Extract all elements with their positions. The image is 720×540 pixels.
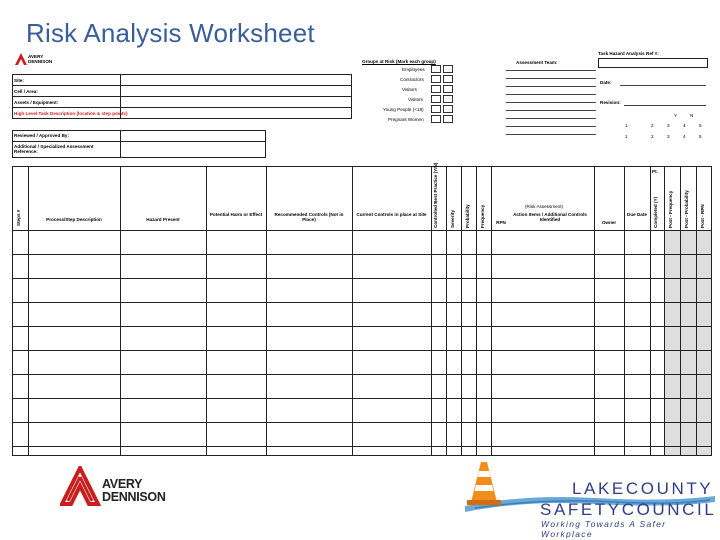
date-label: Date: bbox=[600, 80, 612, 85]
col-action: Action Items / Additional Controls Identified bbox=[513, 212, 587, 223]
lake-county-tagline: Working Towards A Safer Workplace bbox=[541, 519, 667, 539]
slide-title: Risk Analysis Worksheet bbox=[26, 18, 315, 48]
col-post-rpn: Post - RPN bbox=[700, 204, 705, 228]
rev-row2-3: 3 bbox=[667, 134, 670, 139]
col-frequency: Frequency bbox=[480, 204, 485, 228]
col-best-practice: Controlled Best Practice (Y/N) bbox=[433, 162, 438, 228]
col-current: Current Controls in place at Site bbox=[356, 212, 427, 217]
reviewed-field[interactable] bbox=[121, 131, 265, 140]
col-owner: Owner bbox=[601, 220, 617, 225]
lake-county-text: LAKECOUNTY bbox=[572, 479, 714, 498]
group-checkbox[interactable] bbox=[431, 85, 441, 93]
group-checkbox[interactable] bbox=[443, 65, 453, 73]
rev-row1-2: 2 bbox=[651, 123, 654, 128]
col-rpn: RPN bbox=[496, 220, 506, 225]
avery-line1: AVERY bbox=[102, 477, 143, 491]
group-visitors-1: Visitors bbox=[402, 87, 417, 92]
rev-row1-5: 5 bbox=[699, 123, 702, 128]
form-logo-line1: AVERY bbox=[28, 54, 44, 59]
col-severity: Severity bbox=[450, 210, 455, 228]
task-ref-field[interactable] bbox=[598, 58, 708, 68]
group-checkbox[interactable] bbox=[443, 115, 453, 123]
form-avery-logo-icon bbox=[14, 52, 28, 66]
col-probability: Probability bbox=[465, 204, 470, 228]
rev-mark-y: Y bbox=[674, 113, 678, 118]
form-logo-line2: DENNISON bbox=[28, 59, 53, 64]
rev-row1-1: 1 bbox=[625, 123, 628, 128]
group-checkbox[interactable] bbox=[431, 65, 441, 73]
rev-row1-4: 4 bbox=[683, 123, 686, 128]
col-completed: Completed (Y) bbox=[653, 196, 658, 228]
group-pregnant: Pregnant Women bbox=[388, 117, 424, 122]
safety-council-text: SAFETYCOUNCIL bbox=[540, 500, 717, 519]
rev-row2-2: 2 bbox=[651, 134, 654, 139]
high-level-task-label: High Level Task Description (location & step points) bbox=[14, 111, 128, 116]
group-employees: Employees bbox=[402, 67, 425, 72]
group-checkbox[interactable] bbox=[431, 75, 441, 83]
col-action-note: (Risk Assessment) bbox=[524, 204, 564, 209]
revision-label: Revision: bbox=[600, 100, 621, 105]
assets-label: Assets / Equipment: bbox=[14, 100, 59, 105]
group-checkbox[interactable] bbox=[443, 105, 453, 113]
rev-row2-5: 5 bbox=[699, 134, 702, 139]
col-process: Process/Step Description bbox=[46, 217, 102, 222]
rev-row2-1: 1 bbox=[625, 134, 628, 139]
site-label: Site: bbox=[14, 78, 24, 83]
cell-area-field[interactable] bbox=[121, 86, 351, 95]
avery-dennison-wordmark bbox=[102, 478, 166, 504]
reviewed-label: Reviewed / Approved By: bbox=[14, 133, 69, 138]
group-checkbox[interactable] bbox=[443, 95, 453, 103]
group-checkbox[interactable] bbox=[443, 85, 453, 93]
groups-title: Groups at Risk (Mark each group) bbox=[362, 59, 436, 64]
col-harm: Potential Harm or Effect bbox=[209, 212, 263, 217]
group-young: Young People (<18) bbox=[383, 107, 424, 112]
col-due: Due Date bbox=[627, 212, 647, 217]
group-visitors-2: Visitors bbox=[408, 97, 423, 102]
group-checkbox[interactable] bbox=[431, 105, 441, 113]
col-recommended: Recommended Controls (Not in Place) bbox=[274, 212, 344, 223]
additional-field[interactable] bbox=[121, 142, 265, 157]
site-field[interactable] bbox=[121, 75, 351, 84]
assets-field[interactable] bbox=[121, 97, 351, 106]
task-ref-label: Task Hazard Analysis Ref #: bbox=[598, 51, 659, 56]
main-grid bbox=[12, 166, 712, 456]
worksheet bbox=[10, 50, 714, 458]
cell-area-label: Cell / Area: bbox=[14, 89, 38, 94]
col-post-probability: Post - Probability bbox=[684, 190, 689, 228]
group-contractors: Contractors bbox=[400, 77, 424, 82]
col-corner: Pt. bbox=[652, 169, 658, 174]
col-hazard: Hazard Present bbox=[146, 217, 180, 222]
assessment-team-label: Assessment Team: bbox=[516, 60, 558, 65]
additional-label: Additional / Specialized Assessment Reference: bbox=[14, 144, 94, 154]
group-checkbox[interactable] bbox=[431, 115, 441, 123]
group-checkbox[interactable] bbox=[431, 95, 441, 103]
col-steps: Steps # bbox=[16, 209, 21, 226]
col-post-frequency: Post - Frequency bbox=[668, 190, 673, 228]
rev-mark-n: N bbox=[690, 113, 694, 118]
rev-row1-3: 3 bbox=[667, 123, 670, 128]
rev-row2-4: 4 bbox=[683, 134, 686, 139]
group-checkbox[interactable] bbox=[443, 75, 453, 83]
avery-line2: DENNISON bbox=[102, 490, 166, 504]
